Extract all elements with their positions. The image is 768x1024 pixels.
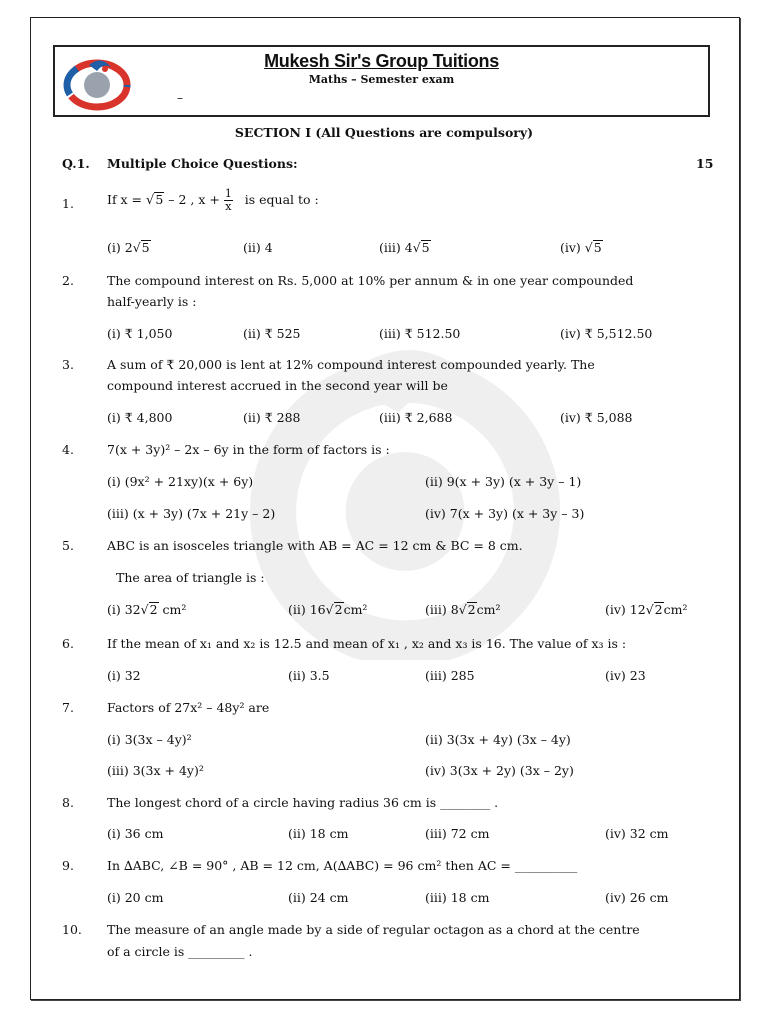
question-text: If x = √5 – 2 , x + $\frac{1}{x}$ is equal to : [107, 187, 319, 213]
question-text: The compound interest on Rs. 5,000 at 10% per annum & in one year compounded [107, 273, 634, 288]
question-number: 2. [62, 273, 74, 288]
question-number: 1. [62, 196, 74, 211]
header-box [53, 45, 710, 117]
question-text: The area of triangle is : [116, 570, 265, 585]
question-number: 9. [62, 858, 74, 873]
section-title: SECTION I (All Questions are compulsory) [234, 125, 534, 140]
option: (iv) 7(x + 3y) (x + 3y – 3) [425, 506, 585, 521]
q1-pre: If x = [107, 192, 143, 207]
question-number: 4. [62, 442, 74, 457]
option: (ii) 18 cm [288, 826, 349, 841]
option: (ii) 24 cm [288, 890, 349, 905]
question-text: The longest chord of a circle having radius 36 cm is ________ . [107, 795, 499, 810]
question-text: In ∆ABC, ∠B = 90° , AB = 12 cm, A(∆ABC) = 96 cm² then AC = __________ [107, 858, 578, 873]
option: (iv) ₹ 5,512.50 [560, 326, 653, 341]
option: (iv) ₹ 5,088 [560, 410, 633, 425]
option: (iii) 285 [425, 668, 475, 683]
q1-post: is equal to : [244, 192, 319, 207]
option: (iv) 26 cm [605, 890, 669, 905]
question-number: 6. [62, 636, 74, 651]
question-number: 7. [62, 700, 74, 715]
option: (iv) √5 [560, 240, 602, 255]
question-number: 10. [62, 922, 82, 937]
q1-mid: – 2 , x + [168, 192, 220, 207]
option: (i) 2√5 [107, 240, 150, 255]
question-text: ABC is an isosceles triangle with AB = AC = 12 cm & BC = 8 cm. [107, 538, 523, 553]
option: (iii) 8√2cm² [425, 602, 501, 617]
option: (i) 36 cm [107, 826, 164, 841]
question-number: 8. [62, 795, 74, 810]
header-subtitle: Maths – Semester exam [308, 73, 455, 86]
question-text: The measure of an angle made by a side of regular octagon as a chord at the centre [107, 922, 640, 937]
option: (iii) ₹ 2,688 [379, 410, 453, 425]
question-text: A sum of ₹ 20,000 is lent at 12% compound interest compounded yearly. The [107, 357, 595, 372]
question-number: 5. [62, 538, 74, 553]
option: (ii) 9(x + 3y) (x + 3y – 1) [425, 474, 582, 489]
option: (iv) 23 [605, 668, 646, 683]
q1-title: Multiple Choice Questions: [107, 156, 298, 171]
option: (i) 3(3x – 4y)² [107, 732, 192, 747]
option: (i) 20 cm [107, 890, 164, 905]
question-number: 3. [62, 357, 74, 372]
option: (i) 32 [107, 668, 141, 683]
q1-radicand: 5 [155, 192, 164, 207]
q1-marks: 15 [696, 156, 714, 171]
q1-number: Q.1. [62, 156, 90, 171]
option: (ii) ₹ 525 [243, 326, 301, 341]
option: (iii) 72 cm [425, 826, 490, 841]
header-title: Mukesh Sir's Group Tuitions [264, 51, 499, 71]
option: (ii) 4 [243, 240, 273, 255]
question-text: If the mean of x₁ and x₂ is 12.5 and mean of x₁ , x₂ and x₃ is 16. The value of x₃ is : [107, 636, 627, 651]
option: (iii) ₹ 512.50 [379, 326, 461, 341]
option: (ii) ₹ 288 [243, 410, 301, 425]
option: (i) 32√2 cm² [107, 602, 187, 617]
option: (ii) 16√2cm² [288, 602, 368, 617]
option: (iii) 4√5 [379, 240, 430, 255]
question-text: 7(x + 3y)² – 2x – 6y in the form of factors is : [107, 442, 390, 457]
option: (i) (9x² + 21xy)(x + 6y) [107, 474, 254, 489]
option: (iii) 3(3x + 4y)² [107, 763, 204, 778]
option: (i) ₹ 4,800 [107, 410, 173, 425]
option: (i) ₹ 1,050 [107, 326, 173, 341]
option: (iv) 12√2cm² [605, 602, 688, 617]
option: (iv) 3(3x + 2y) (3x – 2y) [425, 763, 574, 778]
header-dash: – [177, 91, 183, 105]
option: (ii) 3.5 [288, 668, 330, 683]
option: (iii) (x + 3y) (7x + 21y – 2) [107, 506, 276, 521]
question-text: Factors of 27x² – 48y² are [107, 700, 270, 715]
question-text: half-yearly is : [107, 294, 197, 309]
option: (iv) 32 cm [605, 826, 669, 841]
q1-fraction: $\frac{1}{x}$ [224, 187, 232, 213]
question-text: of a circle is _________ . [107, 944, 253, 959]
option: (iii) 18 cm [425, 890, 490, 905]
option: (ii) 3(3x + 4y) (3x – 4y) [425, 732, 571, 747]
question-text: compound interest accrued in the second year will be [107, 378, 448, 393]
